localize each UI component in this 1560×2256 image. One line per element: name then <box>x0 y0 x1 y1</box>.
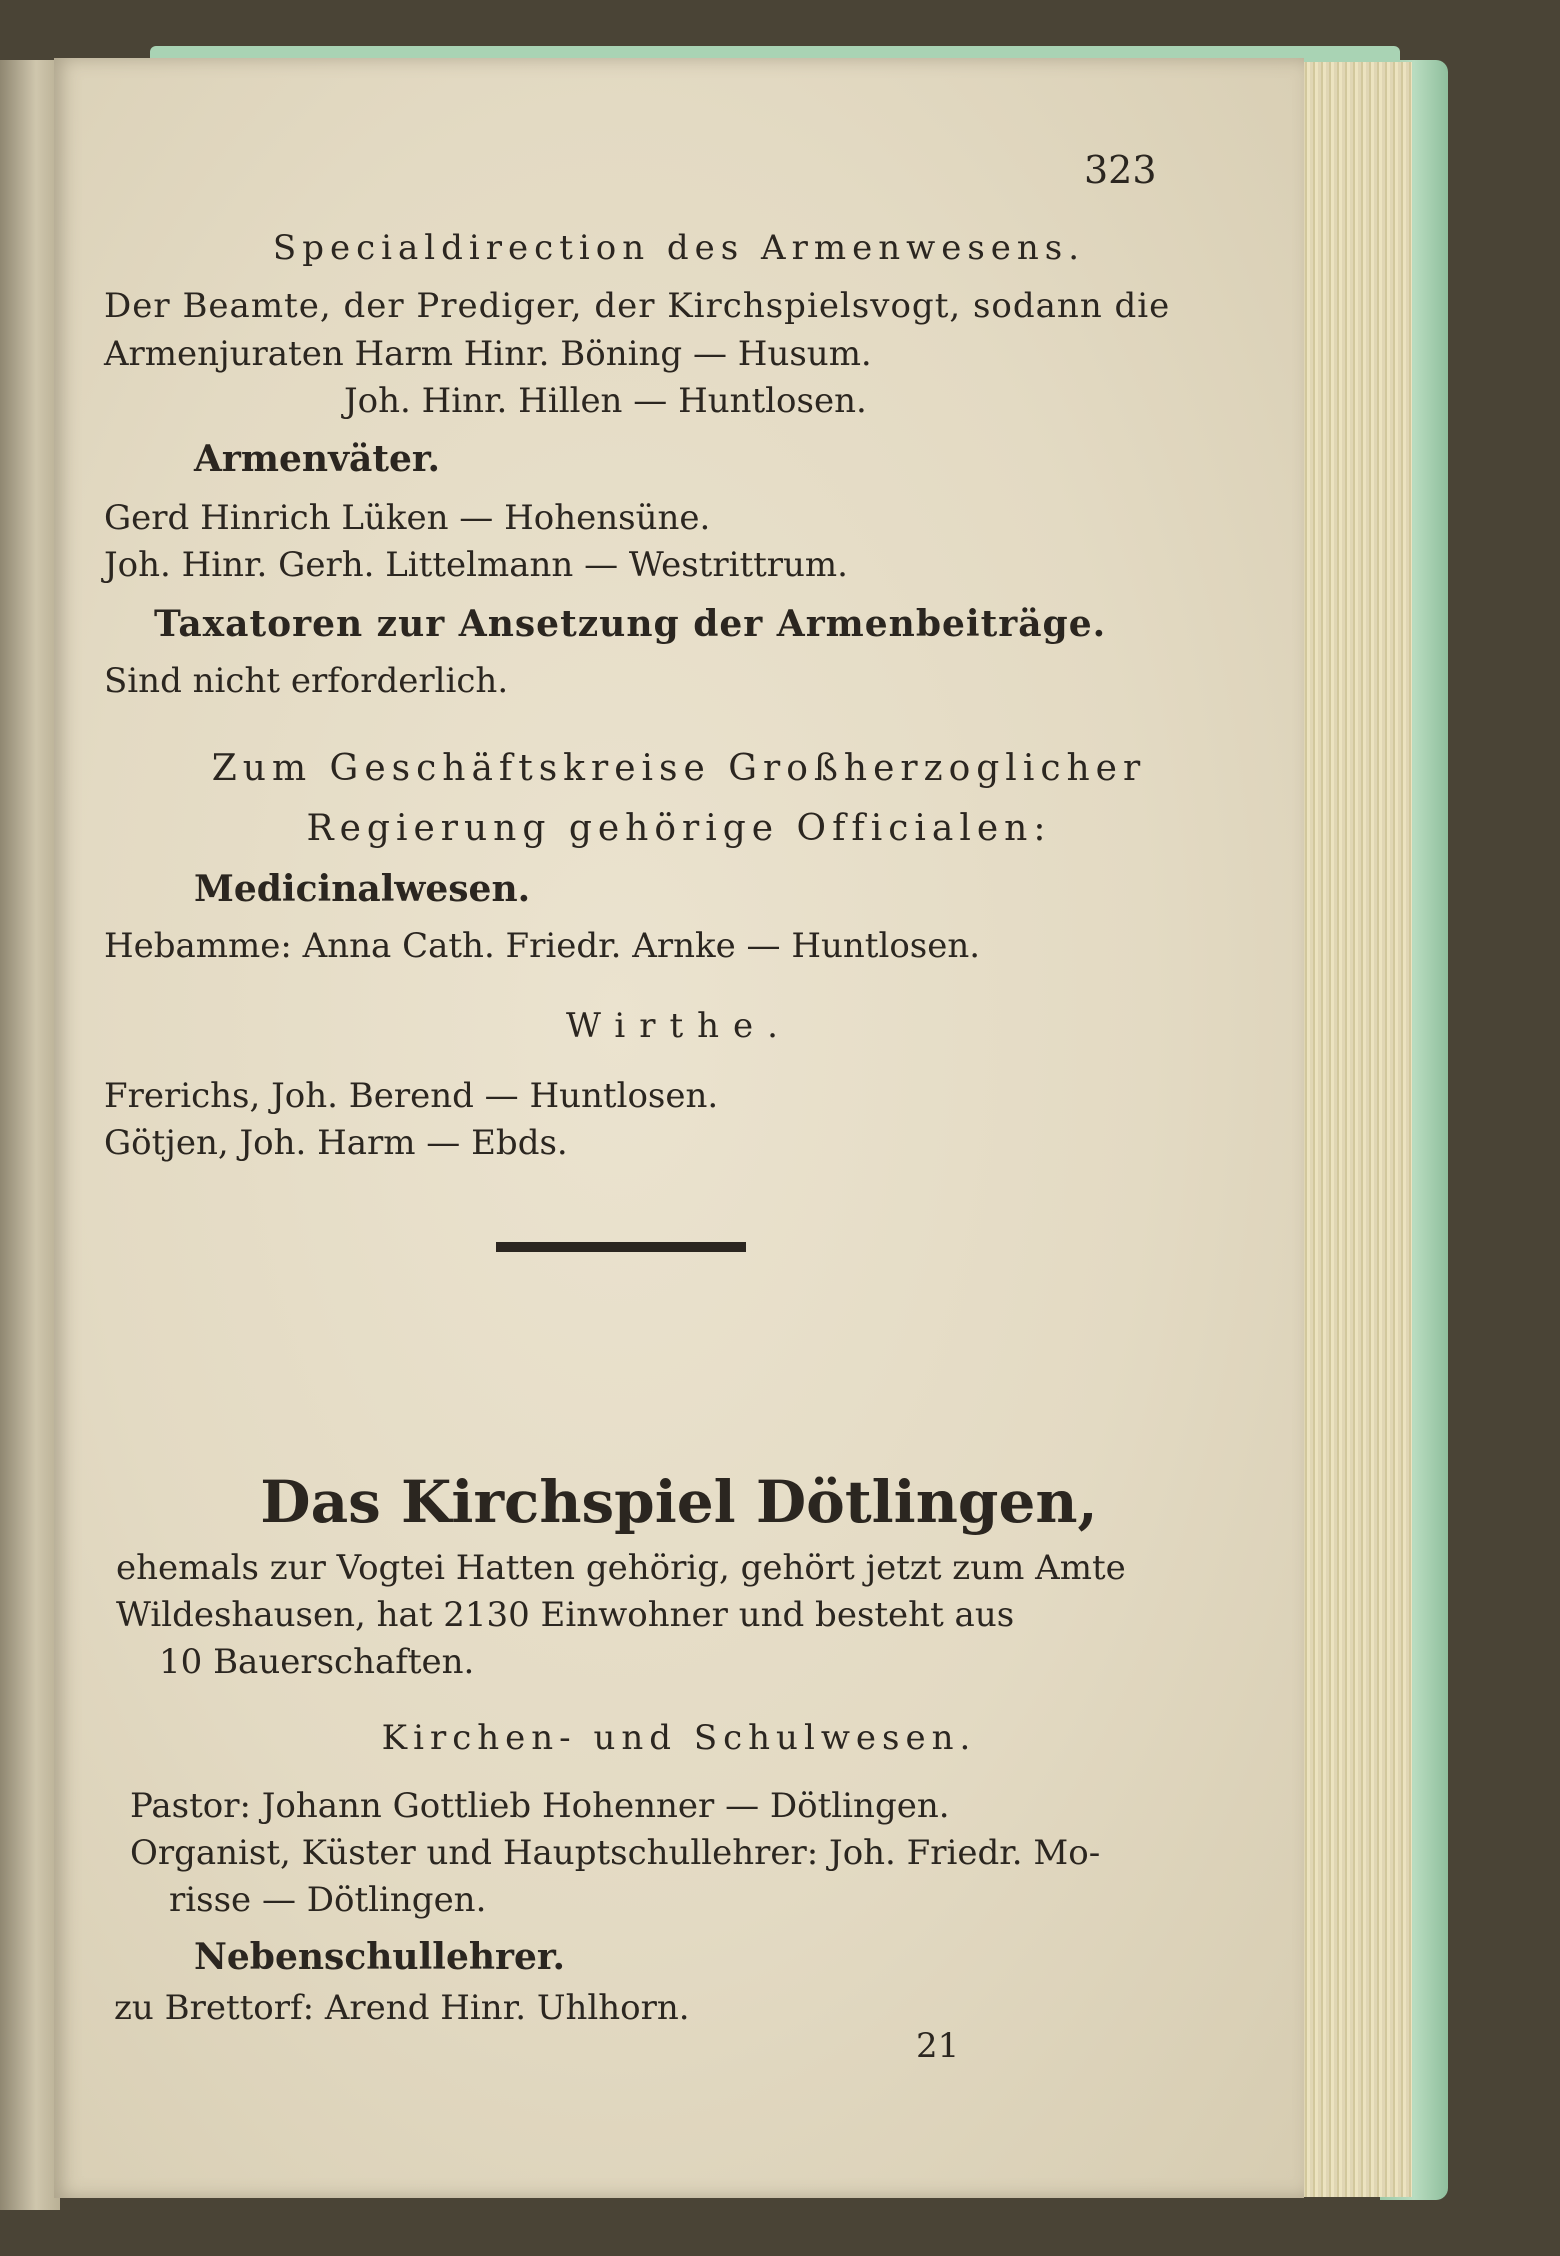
text-line: zu Brettorf: Arend Hinr. Uhlhorn. <box>114 1988 690 2028</box>
heading-nebenschullehrer: Nebenschullehrer. <box>194 1936 566 1978</box>
text-line: Sind nicht erforderlich. <box>104 661 509 701</box>
text-line: risse — Dötlingen. <box>169 1880 487 1920</box>
text-line: Gerd Hinrich Lüken — Hohensüne. <box>104 498 711 538</box>
text-line: Götjen, Joh. Harm — Ebds. <box>104 1123 568 1163</box>
heading-medicinalwesen: Medicinalwesen. <box>194 868 531 910</box>
text-line: Hebamme: Anna Cath. Friedr. Arnke — Huntlosen. <box>104 926 981 966</box>
text-line: Organist, Küster und Hauptschullehrer: Joh. Friedr. Mo- <box>130 1833 1101 1873</box>
page-number: 323 <box>1084 148 1157 192</box>
text-line: Frerichs, Joh. Berend — Huntlosen. <box>104 1076 719 1116</box>
heading-kirchen-schulwesen: Kirchen- und Schulwesen. <box>381 1718 977 1758</box>
heading-geschaeftskreis: Zum Geschäftskreise Großherzoglicher <box>211 748 1147 789</box>
text-line: Der Beamte, der Prediger, der Kirchspielsvogt, sodann die <box>104 286 1171 326</box>
text-line: Joh. Hinr. Hillen — Huntlosen. <box>344 381 867 421</box>
divider-rule <box>496 1242 746 1252</box>
text-line: 10 Bauerschaften. <box>159 1642 475 1682</box>
footer-signature-number: 21 <box>916 2026 960 2066</box>
text-line: Armenjuraten Harm Hinr. Böning — Husum. <box>104 334 872 374</box>
heading-kirchspiel-doetlingen: Das Kirchspiel Dötlingen, <box>260 1468 1098 1536</box>
text-line: Wildeshausen, hat 2130 Einwohner und besteht aus <box>116 1595 1015 1635</box>
book-page <box>54 58 1304 2198</box>
heading-specialdirection: Specialdirection des Armenwesens. <box>272 228 1086 268</box>
heading-wirthe: Wirthe. <box>566 1006 792 1046</box>
text-line: Pastor: Johann Gottlieb Hohenner — Dötlingen. <box>130 1786 950 1826</box>
left-page-edge <box>0 60 60 2210</box>
text-line: Joh. Hinr. Gerh. Littelmann — Westrittrum. <box>104 545 848 585</box>
page-stack-edges <box>1300 62 1412 2197</box>
heading-officialen: Regierung gehörige Officialen: <box>306 808 1052 849</box>
heading-armenvaeter: Armenväter. <box>194 438 441 480</box>
heading-taxatoren: Taxatoren zur Ansetzung der Armenbeiträge. <box>154 603 1107 645</box>
text-line: ehemals zur Vogtei Hatten gehörig, gehört jetzt zum Amte <box>116 1548 1126 1588</box>
